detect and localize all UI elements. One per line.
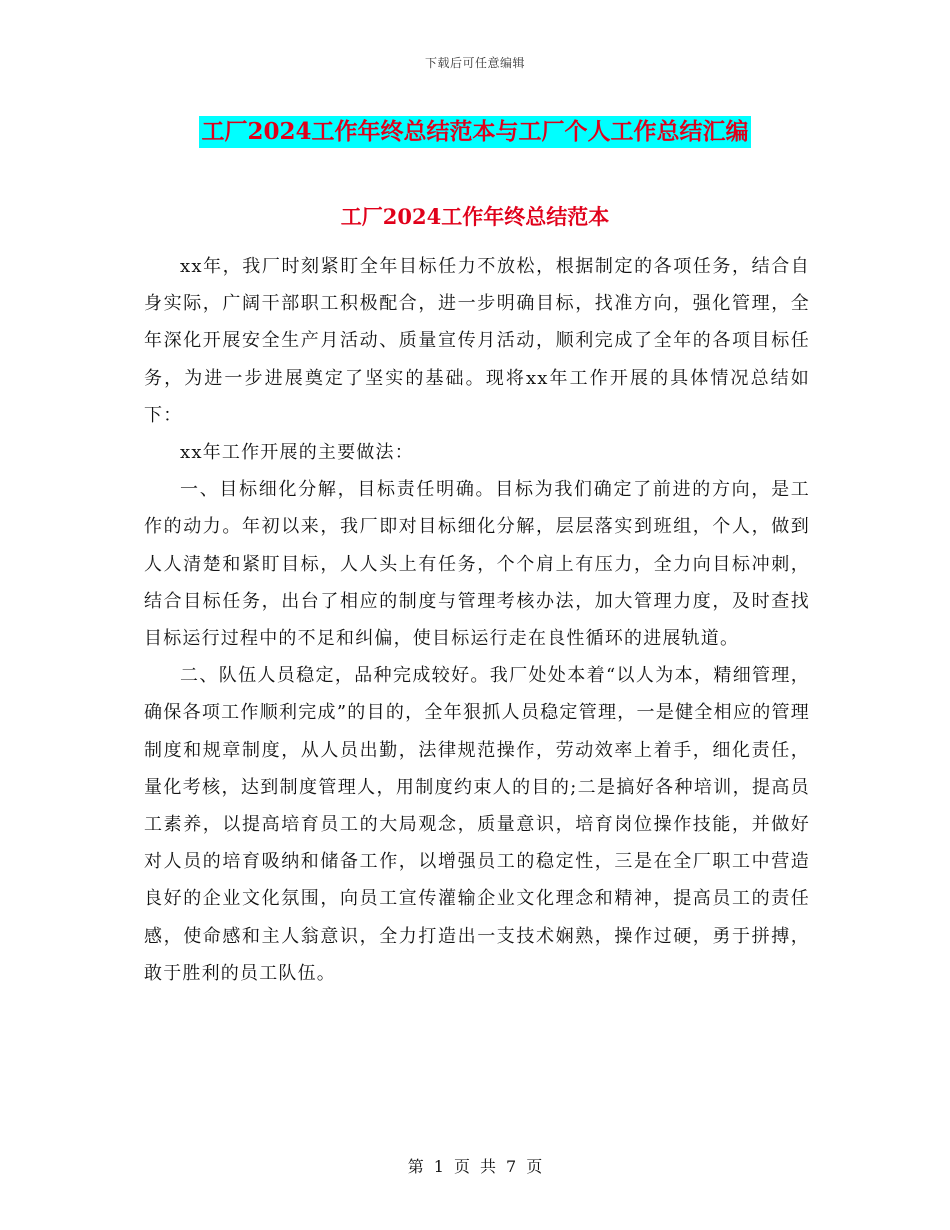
paragraph-point-one: 一、目标细化分解，目标责任明确。目标为我们确定了前进的方向，是工作的动力。年初以来，我厂即对目标细化分解，层层落实到班组，个人，做到人人清楚和紧盯目标，人人头上有任务，个个肩上有压力，全力向目标冲刺，结合目标任务，出台了相应的制度与管理考核办法，加大管理力度，及时查找目标运行过程中的不足和纠偏，使目标运行走在良性循环的进展轨道。 — [144, 479, 810, 650]
page-footer — [0, 1154, 950, 1177]
footer-page-number: 1 — [433, 1157, 444, 1176]
section-title: 工厂2024工作年终总结范本 — [340, 204, 610, 229]
paragraph-intro: xx年，我厂时刻紧盯全年目标任力不放松，根据制定的各项任务，结合自身实际，广阔干部职工积极配合，进一步明确目标，找准方向，强化管理，全年深化开展安全生产月活动、质量宣传月活动，顺利完成了全年的各项目标任务，为进一步进展奠定了坚实的基础。现将xx年工作开展的具体情况总结如下： — [144, 256, 810, 426]
document-title: 工厂2024工作年终总结范本与工厂个人工作总结汇编 — [199, 116, 750, 148]
document-title-container — [0, 116, 950, 148]
header-note: 下载后可任意编辑 — [424, 56, 525, 70]
footer-gong: 共 — [480, 1157, 497, 1176]
document-body — [144, 248, 810, 992]
footer-ye-2: 页 — [526, 1157, 543, 1176]
footer-total-pages: 7 — [506, 1157, 517, 1176]
footer-di: 第 — [407, 1157, 424, 1176]
paragraph-main-practices: xx年工作开展的主要做法： — [180, 442, 414, 464]
paragraph-point-two: 二、队伍人员稳定，品种完成较好。我厂处处本着“以人为本，精细管理，确保各项工作顺利完成”的目的，全年狠抓人员稳定管理，一是健全相应的管理制度和规章制度，从人员出勤，法律规范操作，劳动效率上着手，细化责任，量化考核，达到制度管理人，用制度约束人的目的;二是搞好各种培训，提高员工素养，以提高培育员工的大局观念，质量意识，培育岗位操作技能，并做好对人员的培育吸纳和储备工作，以增强员工的稳定性，三是在全厂职工中营造良好的企业文化氛围，向员工宣传灌输企业文化理念和精神，提高员工的责任感，使命感和主人翁意识，全力打造出一支技术娴熟，操作过硬，勇于拼搏，敢于胜利的员工队伍。 — [144, 665, 810, 984]
footer-ye: 页 — [453, 1157, 470, 1176]
